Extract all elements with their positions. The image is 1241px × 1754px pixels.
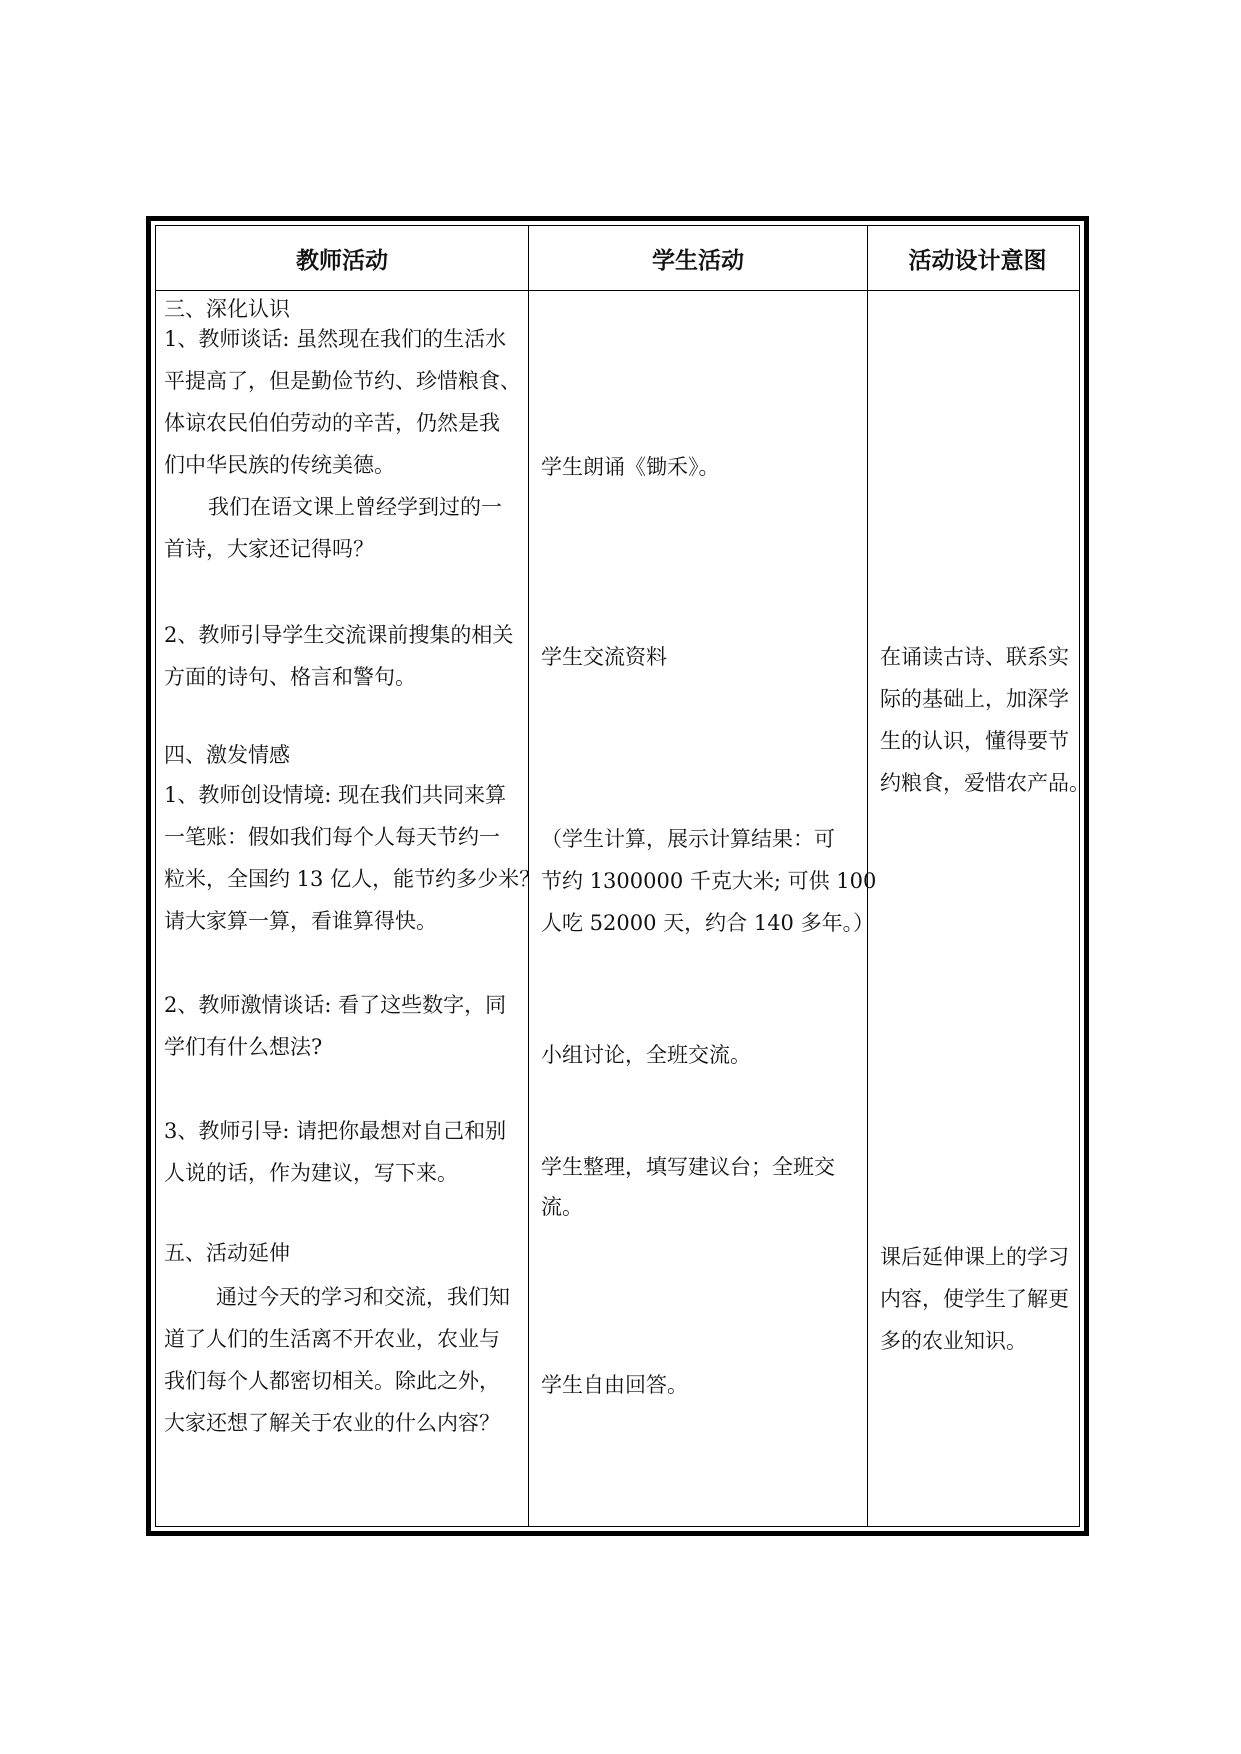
teacher-line: 们中华民族的传统美德。 [164,453,395,477]
teacher-line: 方面的诗句、格言和警句。 [164,665,416,689]
table-inner-border [155,225,1090,1527]
teacher-line: 2、教师激情谈话: 看了这些数字，同 [164,993,507,1017]
student-discuss: 小组讨论，全班交流。 [541,1043,751,1067]
teacher-line: 我们每个人都密切相关。除此之外， [164,1369,500,1393]
student-answer: 学生自由回答。 [541,1373,688,1397]
teacher-line: 一笔账：假如我们每个人每天节约一 [164,825,500,849]
intent-line: 多的农业知识。 [880,1329,1027,1353]
teacher-line: 1、教师创设情境: 现在我们共同来算 [164,783,507,807]
header-teacher-activity: 教师活动 [296,247,388,274]
teacher-line: 平提高了，但是勤俭节约、珍惜粮食、 [164,369,521,393]
teacher-line: 粒米，全国约 13 亿人，能节约多少米？ [164,867,541,891]
student-line: 人吃 52000 天，约合 140 多年。） [541,911,875,935]
intent-line: 课后延伸课上的学习 [880,1245,1069,1269]
teacher-line: 体谅农民伯伯劳动的辛苦，仍然是我 [164,411,500,435]
teacher-line: 道了人们的生活离不开农业，农业与 [164,1327,500,1351]
student-exchange: 学生交流资料 [541,645,667,669]
teacher-line: 3、教师引导: 请把你最想对自己和别 [164,1119,507,1143]
intent-line: 内容，使学生了解更 [880,1287,1069,1311]
student-recite: 学生朗诵《锄禾》。 [541,455,720,479]
intent-line: 在诵读古诗、联系实 [880,645,1069,669]
section-5-title: 五、活动延伸 [164,1241,290,1265]
lesson-table [146,216,1089,1536]
intent-line: 际的基础上，加深学 [880,687,1069,711]
student-line: 学生整理，填写建议台；全班交 [541,1155,835,1179]
teacher-line: 大家还想了解关于农业的什么内容？ [164,1411,500,1435]
teacher-line: 2、教师引导学生交流课前搜集的相关 [164,623,514,647]
teacher-line: 通过今天的学习和交流，我们知 [216,1285,510,1309]
teacher-line: 1、教师谈话: 虽然现在我们的生活水 [164,327,507,351]
student-line: （学生计算，展示计算结果：可 [541,827,835,851]
student-line: 流。 [541,1195,583,1219]
teacher-line: 请大家算一算，看谁算得快。 [164,909,437,933]
section-4-title: 四、激发情感 [164,743,290,767]
teacher-line: 首诗，大家还记得吗？ [164,537,374,561]
header-divider [156,290,1079,291]
intent-line: 约粮食，爱惜农产品。 [880,771,1090,795]
section-3-title: 三、深化认识 [164,297,290,321]
teacher-line: 人说的话，作为建议，写下来。 [164,1161,458,1185]
teacher-line: 我们在语文课上曾经学到过的一 [208,495,502,519]
header-design-intent: 活动设计意图 [908,247,1047,274]
student-line: 节约 1300000 千克大米; 可供 100 [541,869,877,893]
header-student-activity: 学生活动 [652,247,744,274]
teacher-line: 学们有什么想法? [164,1035,323,1059]
intent-line: 生的认识，懂得要节 [880,729,1069,753]
